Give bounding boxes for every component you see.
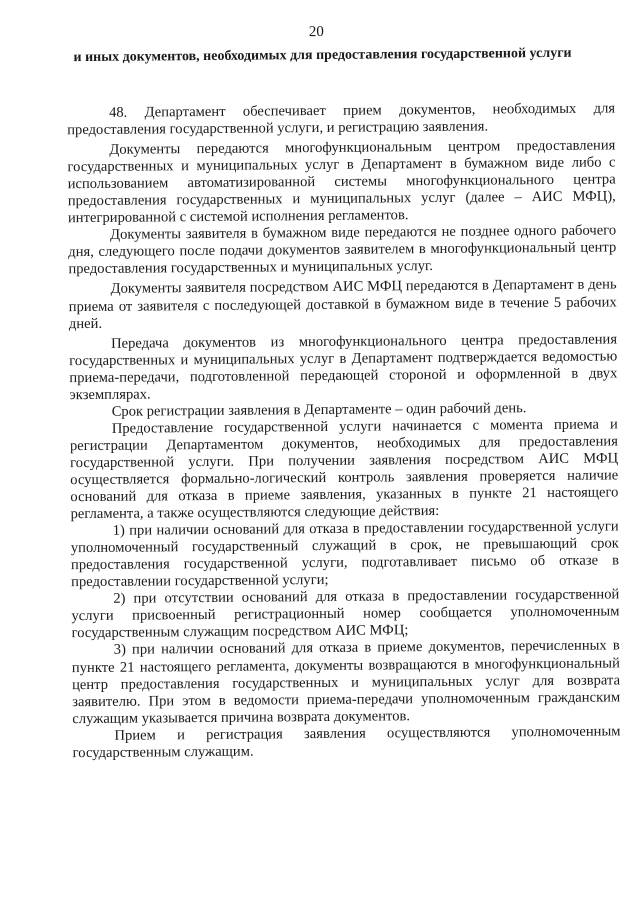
section-heading: и иных документов, необходимых для предоставления государственной услуги	[73, 45, 572, 66]
paragraph-48: 48. Департамент обеспечивает прием документов, необходимых для предоставления государственной услуги, и регистрацию заявления.	[67, 100, 616, 139]
paragraph-documents-transfer: Документы передаются многофункциональным центром предоставления государственных и муниципальных услуг в Департамент в бумажном виде либо с использованием автоматизированной системы многофункционального центра предоставления государственных и муниципальных услуг (далее – АИС МФЦ), интегрированной с системой исполнения регламентов.	[67, 137, 616, 227]
list-item-1: 1) при наличии оснований для отказа в предоставлении государственной услуги уполномоченный государственный служащий в срок, не превышающий срок предоставления государственной услуги, подготавливает письмо об отказе в предоставлении государственной услуги;	[70, 518, 620, 591]
document-body	[67, 100, 621, 762]
paragraph-final: Прием и регистрация заявления осуществляются уполномоченным государственным служащим.	[72, 723, 621, 761]
paragraph-ais-transfer: Документы заявителя посредством АИС МФЦ передаются в Департамент в день приема от заявителя с последующей доставкой в бумажном виде в течение 5 рабочих дней.	[68, 276, 617, 332]
list-item-2: 2) при отсутствии оснований для отказа в предоставлении государственной услуги присвоенный регистрационный номер сообщается уполномоченным государственным служащим посредством АИС МФЦ;	[71, 586, 620, 642]
paragraph-paper-deadline: Документы заявителя в бумажном виде передаются не позднее одного рабочего дня, следующего после подачи документов заявителем в многофункциональный центр предоставления государственных и муниципальных услуг.	[68, 222, 617, 278]
paragraph-service-start: Предоставление государственной услуги начинается с момента приема и регистрации Департаментом документов, необходимых для предоставления государственной услуги. При получении заявления посредством АИС МФЦ осуществляется формально-логический контроль заявления проверяется наличие оснований для отказа в приеме заявления, указанных в пункте 21 настоящего регламента, а также осуществляются следующие действия:	[69, 416, 619, 523]
page-number: 20	[308, 23, 324, 41]
list-item-3: 3) при наличии оснований для отказа в приеме документов, перечисленных в пункте 21 настоящего регламента, документы возвращаются в многофункциональный центр предоставления государственных и муниципальных услуг для возврата заявителю. При этом в ведомости приема-передачи уполномоченным гражданским служащим указывается причина возврата документов.	[71, 637, 621, 727]
paragraph-registration-term: Срок регистрации заявления в Департаменте – один рабочий день.	[111, 399, 527, 420]
paragraph-transfer-statement: Передача документов из многофункционального центра предоставления государственных и муниципальных услуг в Департамент подтверждается ведомостью приема-передачи, подготовленной передающей стороной и оформленной в двух экземплярах.	[69, 331, 618, 403]
